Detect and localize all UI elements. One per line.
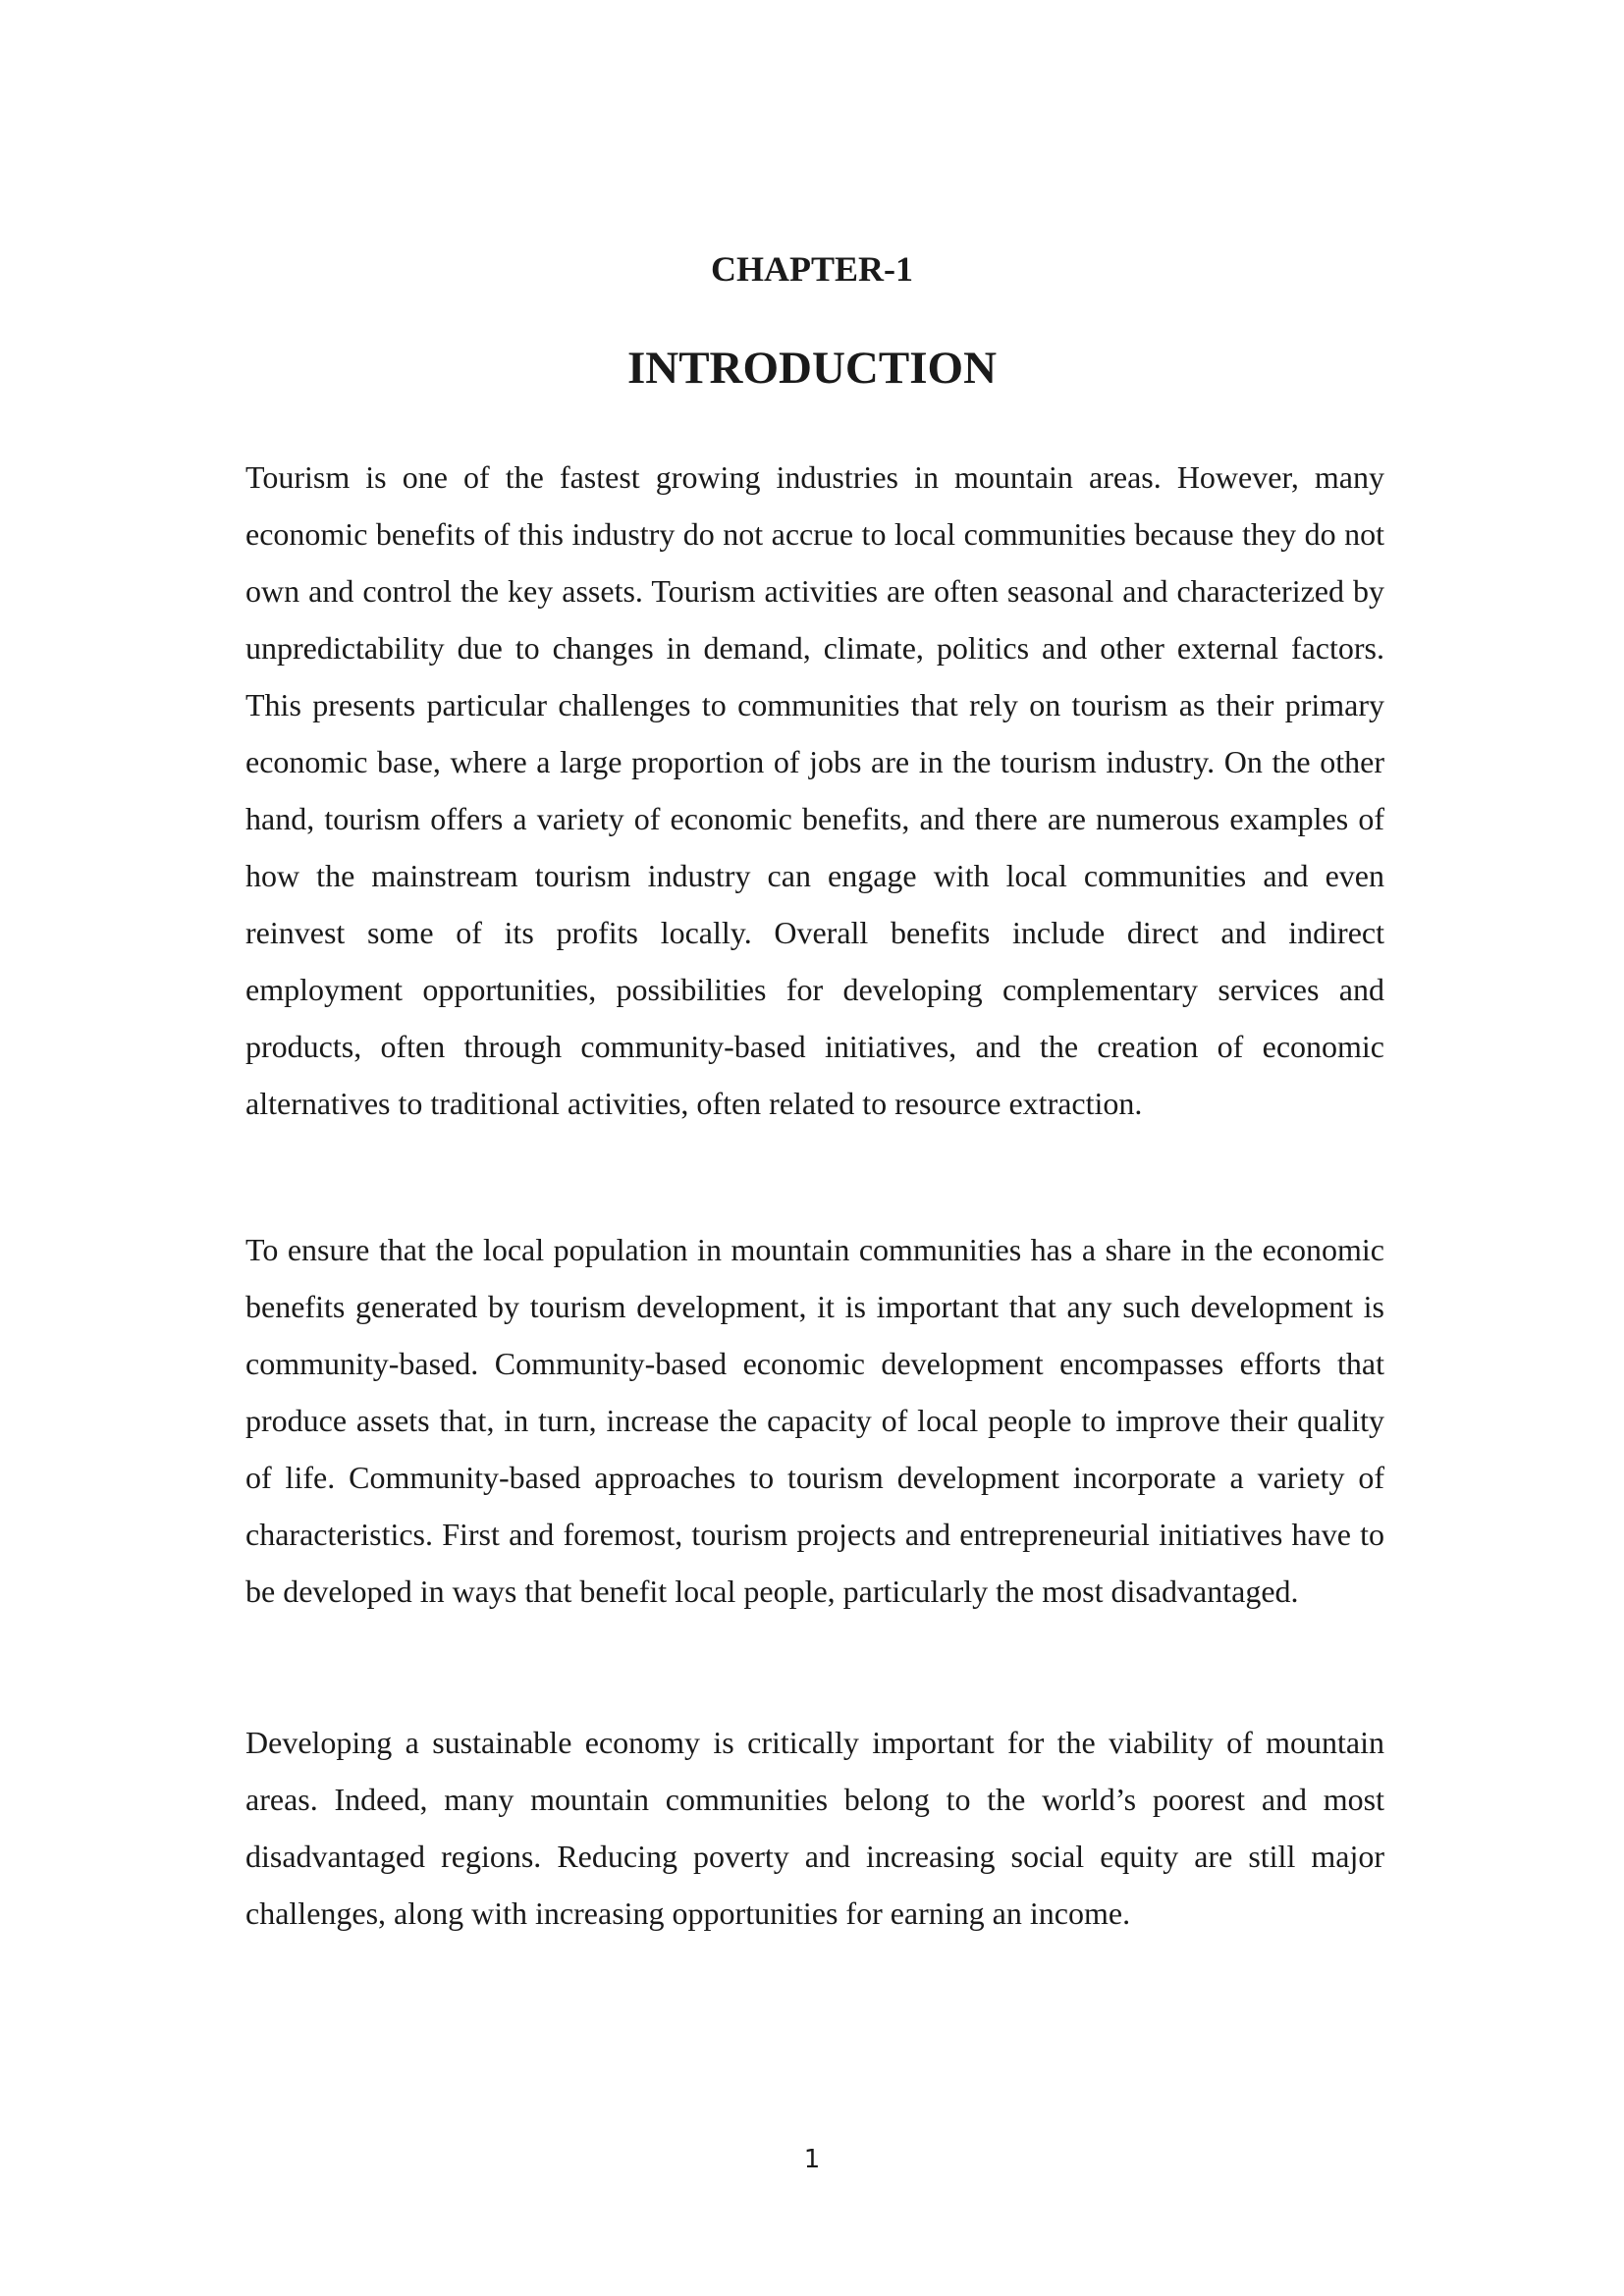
paragraph-1: Tourism is one of the fastest growing industries in mountain areas. However, many economic benefits of this industry do not accrue to local communities because they do not own and control the key assets. Tourism activities are often seasonal and characterized by unpredictability due to changes in demand, climate, politics and other external factors. This presents particular challenges to communities that rely on tourism as their primary economic base, where a large proportion of jobs are in the tourism industry. On the other hand, tourism offers a variety of economic benefits, and there are numerous examples of how the mainstream tourism industry can engage with local communities and even reinvest some of its profits locally. Overall benefits include direct and indirect employment opportunities, possibilities for developing complementary services and products, often through community-based initiatives, and the creation of economic alternatives to traditional activities, often related to resource extraction. — [245, 459, 1384, 1121]
paragraph-2: To ensure that the local population in mountain communities has a share in the economic benefits generated by tourism development, it is important that any such development is community-based. Community-based economic development encompasses efforts that produce assets that, in turn, increase the capacity of local people to improve their quality of life. Community-based approaches to tourism development incorporate a variety of characteristics. First and foremost, tourism projects and entrepreneurial initiatives have to be developed in ways that benefit local people, particularly the most disadvantaged. — [245, 1232, 1384, 1609]
paragraph-3: Developing a sustainable economy is critically important for the viability of mountain areas. Indeed, many mountain communities belong to the world’s poorest and most disadvantaged regions. Reducing poverty and increasing social equity are still major challenges, along with increasing opportunities for earning an income. — [245, 1725, 1384, 1931]
page-number: 1 — [803, 2145, 821, 2174]
chapter-title: INTRODUCTION — [626, 343, 998, 394]
chapter-label: CHAPTER-1 — [711, 249, 913, 289]
